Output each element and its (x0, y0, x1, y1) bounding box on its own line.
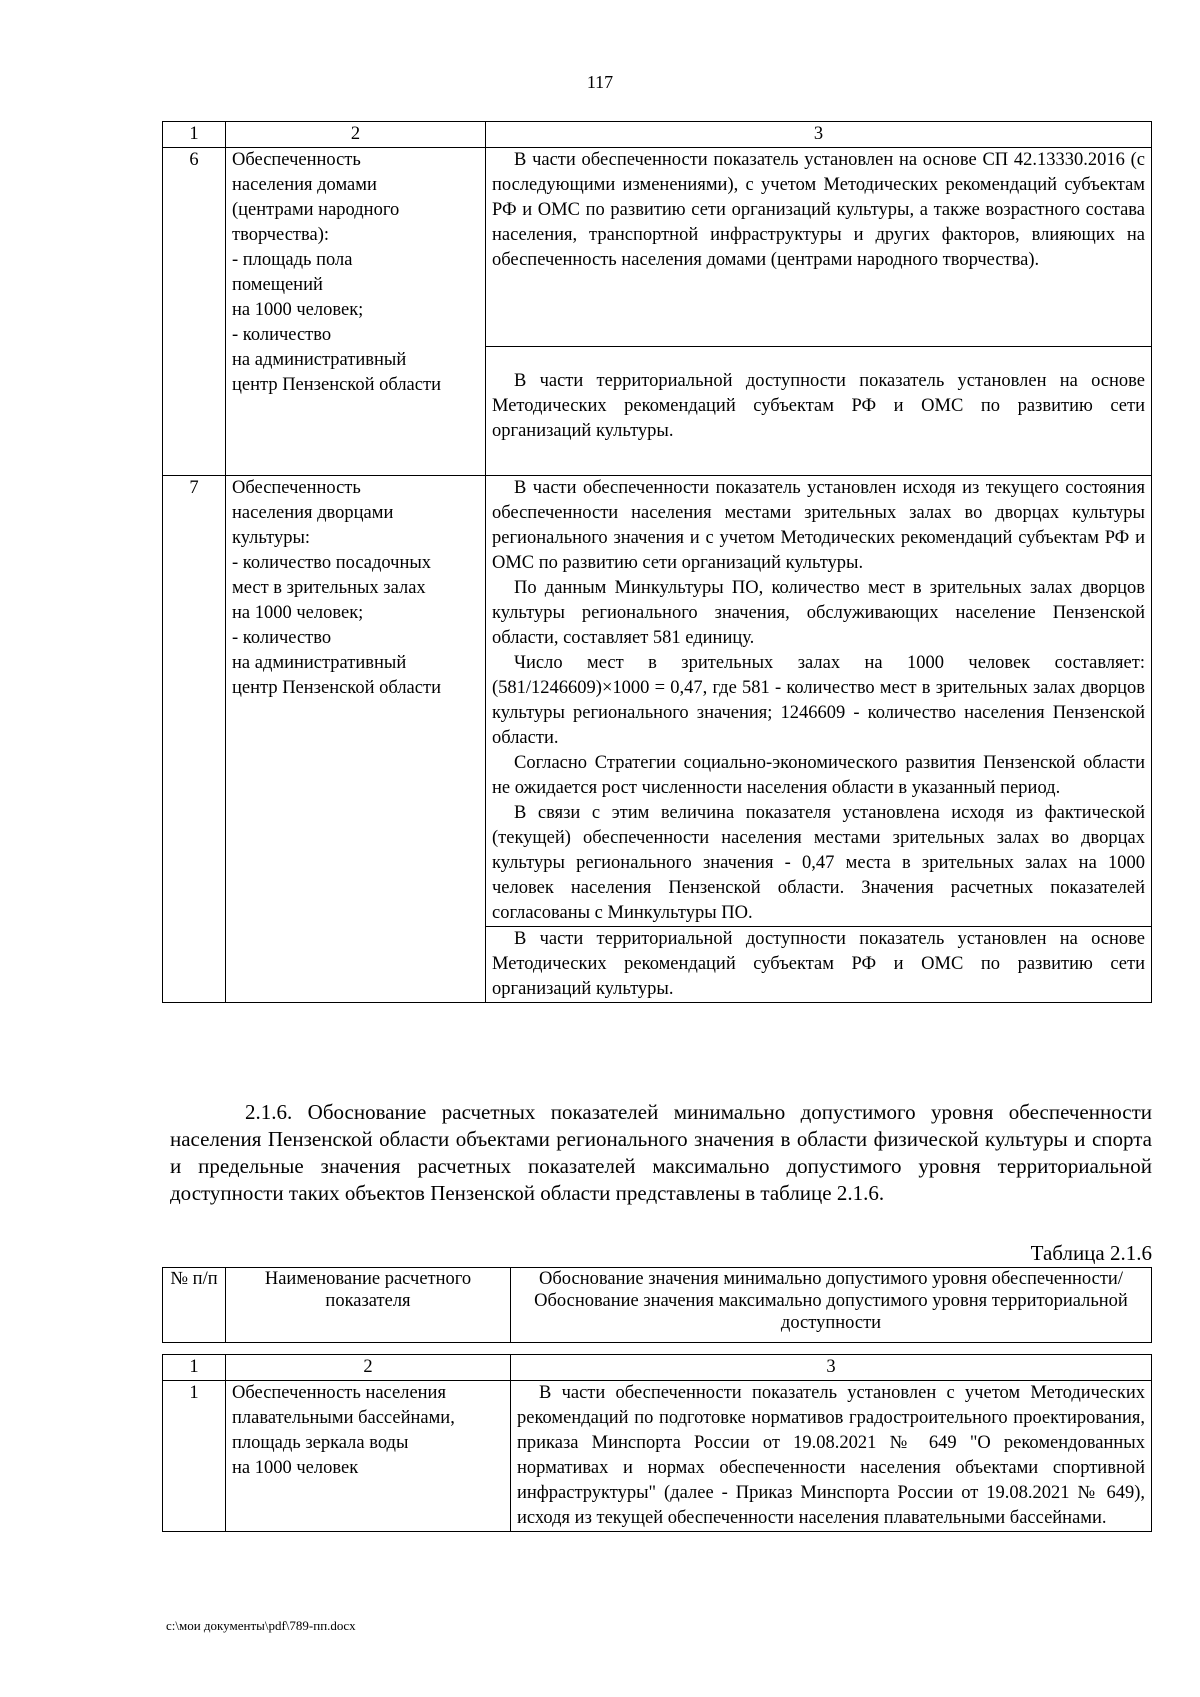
table-2-head (162, 1267, 1152, 1343)
name-line: мест в зрительных залах (232, 578, 426, 598)
col-1-number: 1 (163, 1355, 226, 1381)
table-row (163, 476, 1152, 927)
name-line: площадь зеркала воды (232, 1433, 409, 1453)
col-name-header: Наименование расчетного показателя (226, 1268, 511, 1343)
justification-cell (486, 476, 1152, 927)
name-line: центр Пензенской области (232, 375, 441, 395)
name-line: на 1000 человек; (232, 603, 364, 623)
name-line: (центрами народного (232, 200, 400, 220)
row-number: 1 (163, 1381, 226, 1532)
justification-paragraph: В связи с этим величина показателя установлена исходя из фактической (текущей) обеспеченности населения местами зрительных залах во дворцах культуры регионального значения - 0,47 места в зрительных залах на 1000 человек населения Пензенской области. Значения расчетных показателей согласованы с Минкультуры ПО. (492, 803, 1145, 923)
footer-file-path: c:\мои документы\pdf\789-пп.docx (166, 1618, 356, 1633)
justification-paragraph: Число мест в зрительных залах на 1000 человек составляет: (581/1246609)×1000 = 0,47, где 581 - количество мест в зрительных залах дворцов культуры регионального значения; 1246609 - количество населения Пензенской области. (492, 653, 1145, 748)
name-line: населения дворцами (232, 503, 394, 523)
accessibility-cell (486, 347, 1152, 476)
name-line: плавательными бассейнами, (232, 1408, 455, 1428)
table-2-header-row (163, 1268, 1152, 1343)
page-number: 117 (586, 72, 614, 92)
name-line: культуры: (232, 528, 311, 548)
justification-text: В части обеспеченности показатель установлен с учетом Методических рекомендаций по подготовке нормативов градостроительного проектирования, приказа Минспорта России от 19.08.2021 № 649 "О рекомендованных нормативах и нормах обеспеченности населения объектами спортивной инфраструктуры" (далее - Приказ Минспорта России от 19.08.2021 № 649), исходя из текущей обеспеченности населения плавательными бассейнами. (517, 1383, 1145, 1528)
justification-text: В части обеспеченности показатель установлен на основе СП 42.13330.2016 (с последующими изменениями), с учетом Методических рекомендаций субъектам РФ и ОМС по развитию сети организаций культуры, а также возрастного состава населения, транспортной инфраструктуры и других факторов, влияющих на обеспеченность населения домами (центрами народного творчества). (492, 150, 1145, 270)
table-1 (162, 121, 1152, 1003)
accessibility-text: В части территориальной доступности показатель установлен на основе Методических рекомендаций субъектам РФ и ОМС по развитию сети организаций культуры. (492, 371, 1145, 441)
table-1-header-row (163, 122, 1152, 148)
name-line: центр Пензенской области (232, 678, 441, 698)
name-line: - количество (232, 628, 332, 648)
name-line: Обеспеченность (232, 150, 361, 170)
col-3-number: 3 (511, 1355, 1152, 1381)
indicator-name (226, 148, 486, 476)
table-caption: Таблица 2.1.6 (1030, 1241, 1152, 1265)
justification-cell (511, 1381, 1152, 1532)
row-number: 7 (163, 476, 226, 1003)
name-line: Обеспеченность населения (232, 1383, 446, 1403)
table-row (163, 1381, 1152, 1532)
accessibility-cell (486, 927, 1152, 1003)
col-number-header: № п/п (163, 1268, 226, 1343)
name-line: - площадь пола (232, 250, 353, 270)
indicator-name (226, 476, 486, 1003)
col-3-number: 3 (486, 122, 1152, 148)
name-line: Обеспеченность (232, 478, 361, 498)
table-2 (162, 1354, 1152, 1532)
justification-cell (486, 148, 1152, 347)
section-paragraph: 2.1.6. Обоснование расчетных показателей минимально допустимого уровня обеспеченности населения Пензенской области объектами регионального значения в области физической культуры и спорта и предельные значения расчетных показателей максимально допустимого уровня территориальной доступности таких объектов Пензенской области представлены в таблице 2.1.6. (170, 1100, 1152, 1205)
name-line: - количество посадочных (232, 553, 432, 573)
col-2-number: 2 (226, 1355, 511, 1381)
row-number: 6 (163, 148, 226, 476)
name-line: на 1000 человек (232, 1458, 359, 1478)
name-line: помещений (232, 275, 323, 295)
name-line: на административный (232, 653, 407, 673)
name-line: на административный (232, 350, 407, 370)
col-2-number: 2 (226, 122, 486, 148)
name-line: творчества): (232, 225, 330, 245)
justification-paragraph: По данным Минкультуры ПО, количество мест в зрительных залах дворцов культуры регионального значения, обслуживающих население Пензенской области, составляет 581 единицу. (492, 578, 1145, 648)
indicator-name (226, 1381, 511, 1532)
col-justification-header: Обоснование значения минимально допустимого уровня обеспеченности/Обоснование значения максимально допустимого уровня территориальной доступности (511, 1268, 1152, 1343)
name-line: на 1000 человек; (232, 300, 364, 320)
col-1-number: 1 (163, 122, 226, 148)
name-line: - количество (232, 325, 332, 345)
table-2-numbering-row (163, 1355, 1152, 1381)
table-row (163, 148, 1152, 347)
justification-paragraph: Согласно Стратегии социально-экономического развития Пензенской области не ожидается рост численности населения области в указанный период. (492, 753, 1145, 798)
accessibility-text: В части территориальной доступности показатель установлен на основе Методических рекомендаций субъектам РФ и ОМС по развитию сети организаций культуры. (492, 929, 1145, 999)
justification-paragraph: В части обеспеченности показатель установлен исходя из текущего состояния обеспеченности населения местами зрительных залах во дворцах культуры регионального значения и с учетом Методических рекомендаций субъектам РФ и ОМС по развитию сети организаций культуры. (492, 478, 1145, 573)
name-line: населения домами (232, 175, 377, 195)
